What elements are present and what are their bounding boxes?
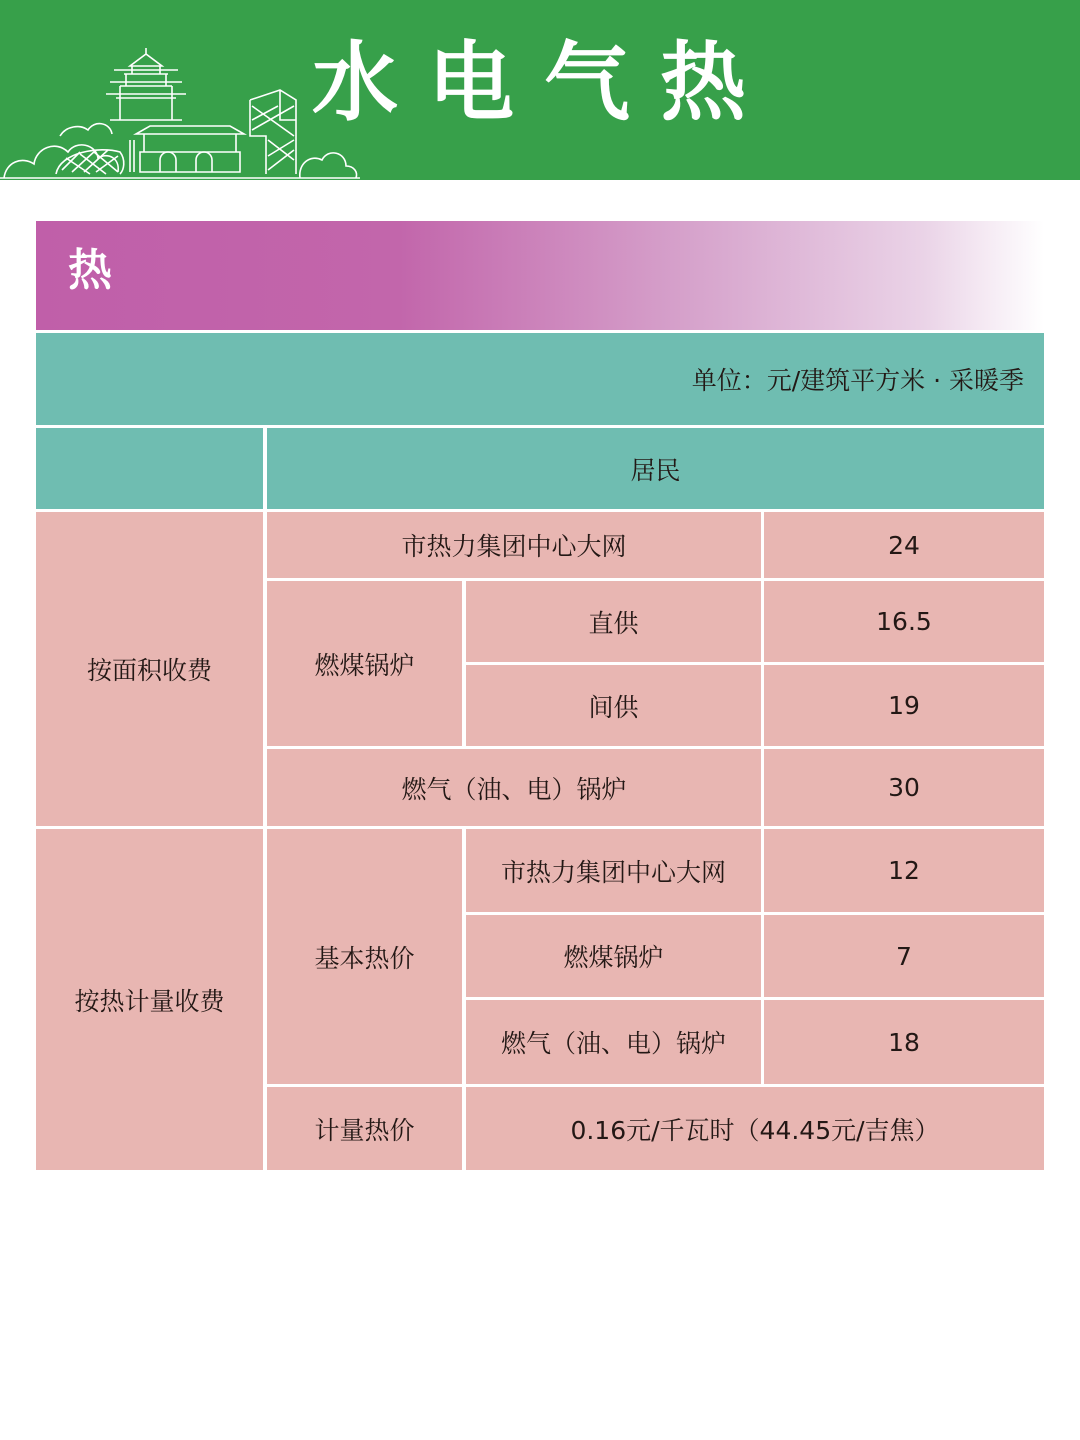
area-row-name: 市热力集团中心大网 [267, 512, 761, 578]
basic-price-label: 基本热价 [267, 829, 462, 1084]
banner-title: 水电气热 [312, 33, 776, 133]
area-row-name: 间供 [466, 665, 761, 746]
meter-billing-label: 按热计量收费 [36, 829, 263, 1170]
section-heading-bar [36, 221, 1044, 330]
header-residents: 居民 [267, 428, 1044, 509]
basic-row-name: 燃煤锅炉 [466, 915, 761, 997]
area-row-name: 直供 [466, 581, 761, 662]
basic-row-value: 18 [764, 1000, 1044, 1084]
area-row-value: 16.5 [764, 581, 1044, 662]
basic-row-value: 12 [764, 829, 1044, 912]
header-banner [0, 0, 1080, 180]
header-empty-cell [36, 428, 263, 509]
measured-price-label: 计量热价 [267, 1087, 462, 1170]
coal-boiler-group: 燃煤锅炉 [267, 581, 462, 746]
beijing-skyline-icon [0, 40, 360, 180]
area-row-value: 30 [764, 749, 1044, 826]
area-billing-label: 按面积收费 [36, 512, 263, 826]
section-title: 热 [68, 245, 112, 296]
basic-row-name: 燃气（油、电）锅炉 [466, 1000, 761, 1084]
basic-row-name: 市热力集团中心大网 [466, 829, 761, 912]
basic-row-value: 7 [764, 915, 1044, 997]
area-row-value: 24 [764, 512, 1044, 578]
unit-label: 单位：元/建筑平方米 · 采暖季 [36, 333, 1044, 425]
measured-price-value: 0.16元/千瓦时（44.45元/吉焦） [466, 1087, 1044, 1170]
area-row-name: 燃气（油、电）锅炉 [267, 749, 761, 826]
area-row-value: 19 [764, 665, 1044, 746]
